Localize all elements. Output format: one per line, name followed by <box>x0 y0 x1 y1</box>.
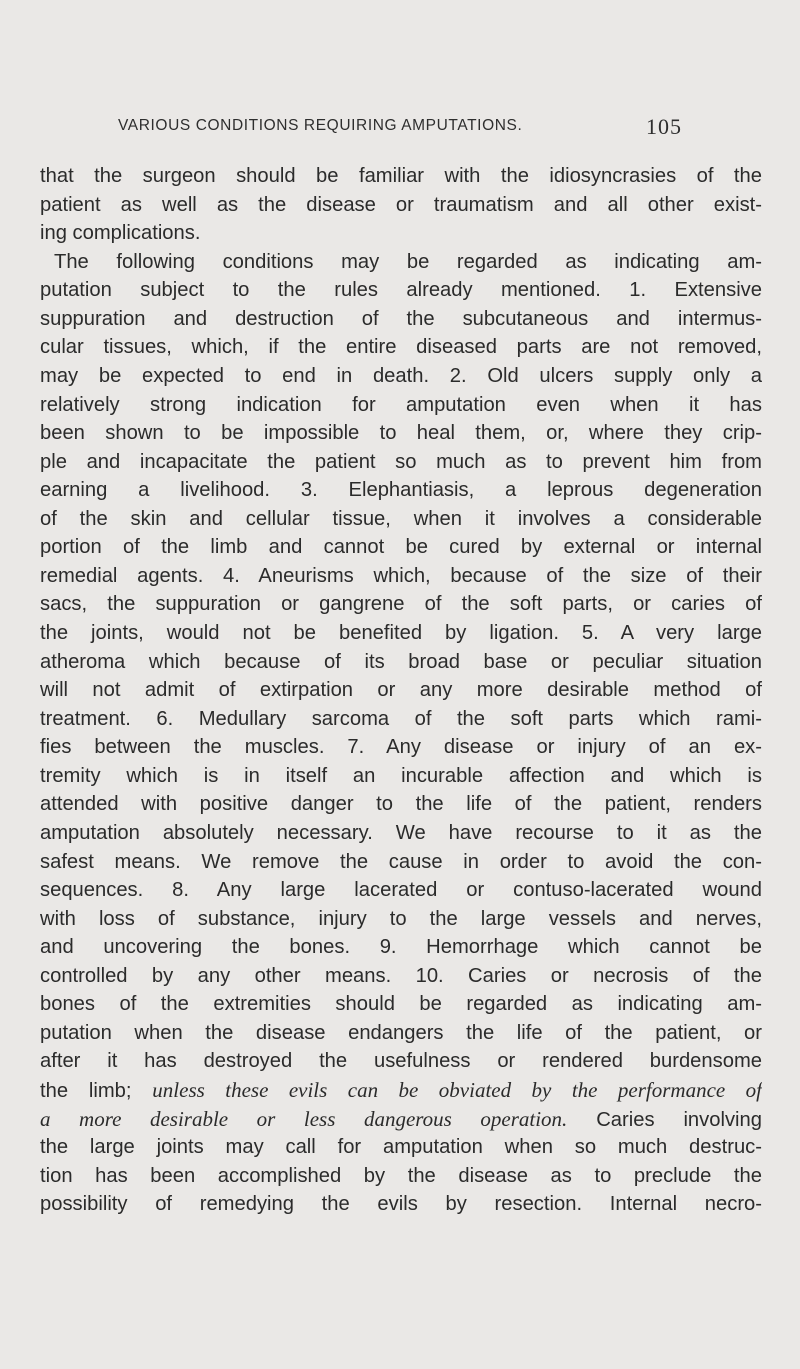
text-line: treatment. 6. Medullary sarcoma of the soft parts which rami- <box>40 707 762 730</box>
text-line: the joints, would not be benefited by ligation. 5. A very large <box>40 622 762 644</box>
running-title: VARIOUS CONDITIONS REQUIRING AMPUTATIONS. <box>118 117 523 134</box>
body-text <box>40 162 762 1219</box>
text-line: with loss of substance, injury to the large vessels and nerves, <box>40 907 762 930</box>
text-line: after it has destroyed the usefulness or rendered burdensome <box>40 1050 762 1073</box>
text-line: putation subject to the rules already mentioned. 1. Extensive <box>40 279 762 302</box>
text-line: amputation absolutely necessary. We have recourse to it as the <box>40 821 762 844</box>
italic-text: unless these evils can be obviated by the performance of <box>152 1078 762 1102</box>
text-line: cular tissues, which, if the entire diseased parts are not removed, <box>40 336 762 359</box>
text-line: attended with positive danger to the life of the patient, renders <box>40 793 762 816</box>
text-line: may be expected to end in death. 2. Old ulcers supply only a <box>40 364 762 387</box>
text-line: possibility of remedying the evils by resection. Internal necro- <box>40 1193 762 1216</box>
text-line: controlled by any other means. 10. Caries or necrosis of the <box>40 964 762 987</box>
text-line: tion has been accomplished by the disease as to preclude the <box>40 1164 762 1187</box>
text-line: and uncovering the bones. 9. Hemorrhage which cannot be <box>40 936 762 959</box>
text-line: The following conditions may be regarded as indicating am- <box>54 250 762 273</box>
text-line: earning a livelihood. 3. Elephantiasis, a leprous degeneration <box>40 479 762 502</box>
text-line: portion of the limb and cannot be cured by external or internal <box>40 536 762 559</box>
text-segment: Caries involving <box>567 1108 762 1131</box>
text-line: fies between the muscles. 7. Any disease or injury of an ex- <box>40 736 762 759</box>
text-line <box>40 1105 762 1134</box>
text-line: safest means. We remove the cause in order to avoid the con- <box>40 850 762 873</box>
text-line: atheroma which because of its broad base or peculiar situation <box>40 650 762 673</box>
text-line: relatively strong indication for amputation even when it has <box>40 393 762 416</box>
text-line: remedial agents. 4. Aneurisms which, because of the size of their <box>40 564 762 587</box>
text-line: patient as well as the disease or traumatism and all other exist- <box>40 193 762 216</box>
text-line: will not admit of extirpation or any more desirable method of <box>40 679 762 702</box>
italic-text: a more desirable or less dangerous operation. <box>40 1106 568 1131</box>
text-line: of the skin and cellular tissue, when it involves a considerable <box>40 507 762 530</box>
text-line <box>40 1076 762 1105</box>
running-head <box>118 114 682 145</box>
page-number: 105 <box>646 114 682 139</box>
text-line: that the surgeon should be familiar with the idiosyncrasies of the <box>40 165 762 187</box>
text-line: ple and incapacitate the patient so much as to prevent him from <box>40 450 762 473</box>
text-line: suppuration and destruction of the subcutaneous and intermus- <box>40 307 762 330</box>
text-line: ing complications. <box>40 222 201 245</box>
text-line: been shown to be impossible to heal them, or, where they crip- <box>40 422 762 445</box>
text-segment: the limb; <box>40 1080 153 1102</box>
text-line: sequences. 8. Any large lacerated or contuso-lacerated wound <box>40 879 762 902</box>
text-line: sacs, the suppuration or gangrene of the soft parts, or caries of <box>40 593 762 616</box>
text-line: bones of the extremities should be regarded as indicating am- <box>40 993 762 1016</box>
text-line: putation when the disease endangers the life of the patient, or <box>40 1021 762 1044</box>
text-line: tremity which is in itself an incurable affection and which is <box>40 764 762 787</box>
text-line: the large joints may call for amputation when so much destruc- <box>40 1136 762 1159</box>
